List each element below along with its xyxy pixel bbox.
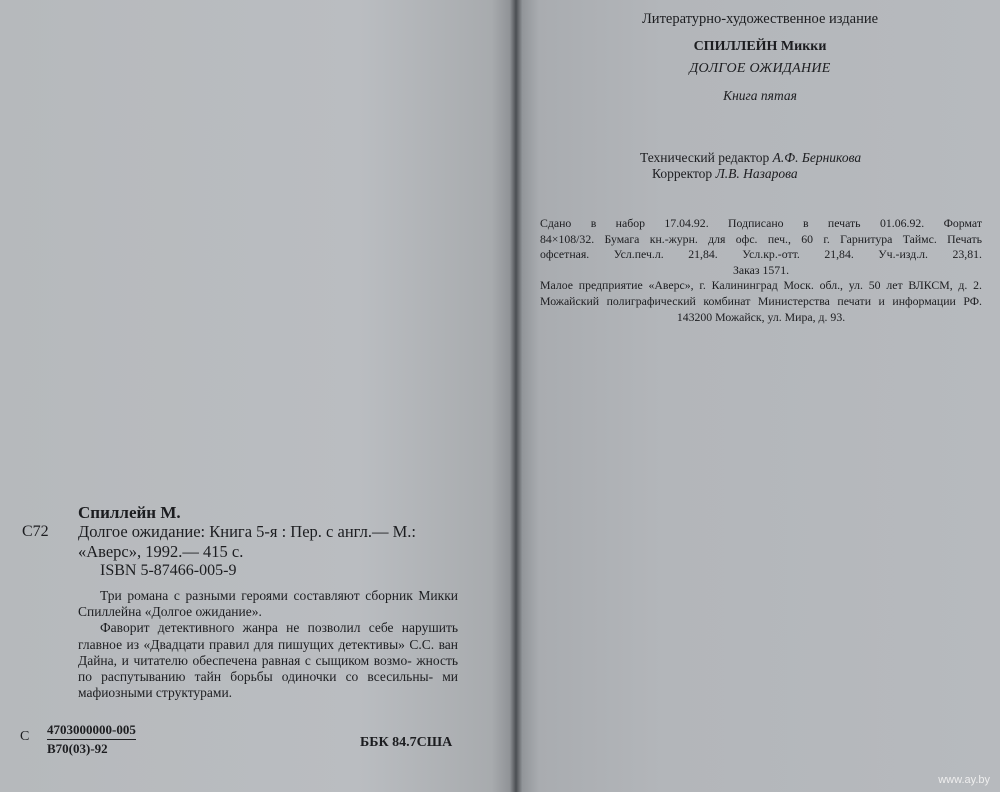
right-page [520,0,1000,792]
biblio-line: Долгое ожидание: Книга 5-я : Пер. с англ.— М.: [78,522,416,541]
publisher-line: Малое предприятие «Аверс», г. Калининград Моск. обл., ул. 50 лет ВЛКСМ, д. 2. [540,278,982,293]
watermark: www.ay.by [938,774,990,786]
book-author: СПИЛЛЕЙН Микки [693,39,827,54]
imprint-line: офсетная. Усл.печ.л. 21,84. Усл.кр.-отт. 21,84. Уч.-изд.л. 23,81. [540,247,982,262]
bbk-code: ББК 84.7США [360,735,453,750]
proofreader-name: Л.В. Назарова [715,166,798,181]
classification-code: С72 [22,523,49,540]
book-title: ДОЛГОЕ ОЖИДАНИЕ [689,61,831,76]
book-number: Книга пятая [723,88,797,103]
annotation-line: главное из «Двадцати правил для пишущих детективы» С.С. [78,636,435,652]
annotation-line: Фаворит детективного жанра не позволил себе нарушить [100,620,458,636]
annotation [78,588,458,701]
printer-line: Можайский полиграфический комбинат Министерства печати и информации РФ. [540,293,982,308]
index-letter: С [20,729,30,744]
annotation-line: ван Дайна, и читателю обеспечена равная с сыщиком возмо- [78,636,458,668]
tech-editor-label: Технический редактор [640,150,770,165]
imprint-block [540,216,982,325]
proofreader [652,166,798,182]
order-number: Заказ 1571. [732,262,790,277]
imprint-line: 84×108/32. Бумага кн.-журн. для офс. печ., 60 г. Гарнитура Таймс. Печать [540,231,982,246]
imprint-line: Сдано в набор 17.04.92. Подписано в печать 01.06.92. Формат [540,216,982,230]
printer-address: 143200 Можайск, ул. Мира, д. 93. [676,309,846,324]
annotation-line: Три романа с разными героями составляют сборник Микки [100,588,458,603]
annotation-line: жность по распутыванию тайн борьбы одиночки со всесильны- [78,652,459,685]
edition-type: Литературно-художественное издание [641,11,879,27]
proofreader-label: Корректор [652,166,713,181]
annotation-line: Спиллейна «Долгое ожидание». [78,604,262,620]
tech-editor [640,150,861,166]
index-denominator: В70(03)-92 [47,741,108,756]
index-numerator: 4703000000-005 [47,722,136,740]
tech-editor-name: А.Ф. Берникова [772,150,862,165]
author-heading: Спиллейн М. [78,503,181,522]
biblio-line: «Аверс», 1992.— 415 с. [78,542,244,561]
annotation-line: ми мафиозными структурами. [78,669,459,701]
bibliographic-description [78,522,416,562]
book-gutter [510,0,522,792]
isbn: ISBN 5-87466-005-9 [100,562,237,579]
